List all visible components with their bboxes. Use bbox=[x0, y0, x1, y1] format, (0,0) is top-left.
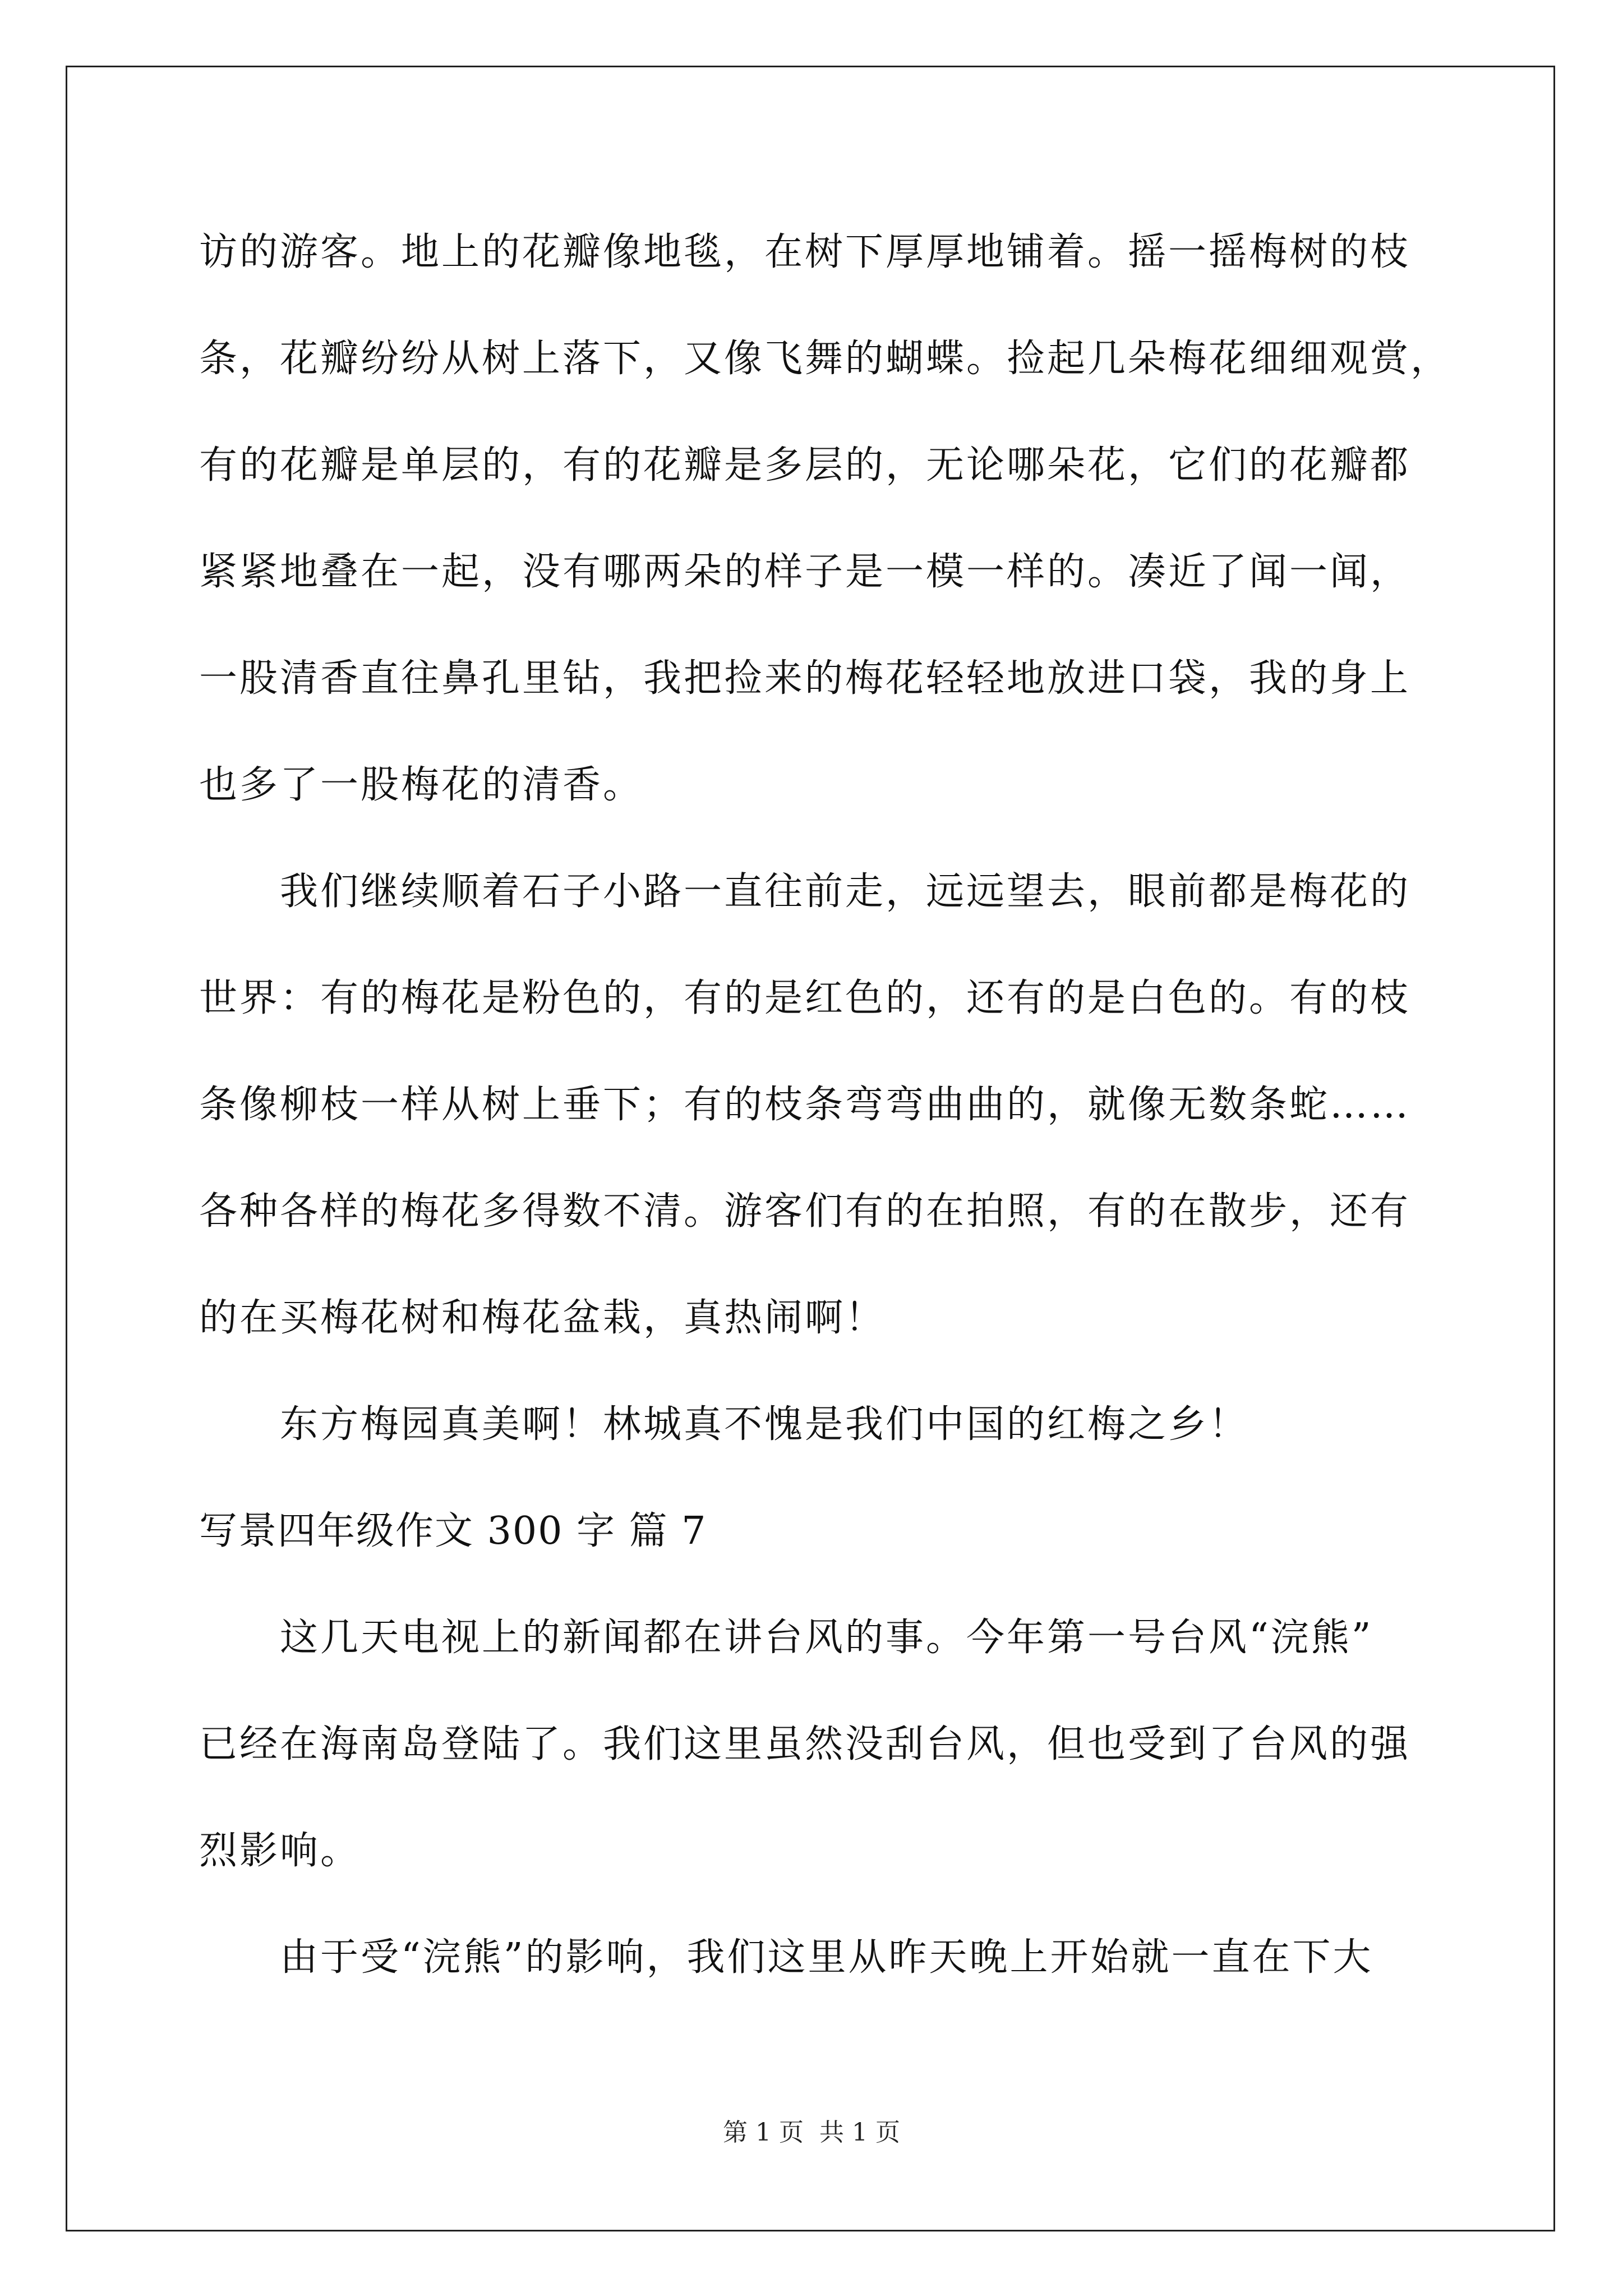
page-border bbox=[66, 66, 1555, 2231]
body-line: 条像柳枝一样从树上垂下；有的枝条弯弯曲曲的，就像无数条蛇…… bbox=[199, 1083, 1411, 1127]
page-total: 共 1 页 bbox=[819, 2118, 900, 2147]
page-footer bbox=[0, 2118, 1623, 2147]
body-line: 这几天电视上的新闻都在讲台风的事。今年第一号台风“浣熊” bbox=[199, 1616, 1373, 1660]
body-line: 有的花瓣是单层的，有的花瓣是多层的，无论哪朵花，它们的花瓣都 bbox=[199, 443, 1411, 487]
body-line: 世界：有的梅花是粉色的，有的是红色的，还有的是白色的。有的枝 bbox=[199, 976, 1411, 1020]
body-line: 也多了一股梅花的清香。 bbox=[199, 763, 644, 807]
body-line: 一股清香直往鼻孔里钻，我把捡来的梅花轻轻地放进口袋，我的身上 bbox=[199, 656, 1411, 701]
body-line: 各种各样的梅花多得数不清。游客们有的在拍照，有的在散步，还有 bbox=[199, 1189, 1411, 1234]
body-line: 我们继续顺着石子小路一直往前走，远远望去，眼前都是梅花的 bbox=[199, 869, 1411, 914]
body-line: 条，花瓣纷纷从树上落下，又像飞舞的蝴蝶。捡起几朵梅花细细观赏， bbox=[199, 337, 1451, 381]
body-line: 访的游客。地上的花瓣像地毯，在树下厚厚地铺着。摇一摇梅树的枝 bbox=[199, 230, 1411, 274]
page-number: 第 1 页 bbox=[723, 2118, 804, 2147]
body-line: 东方梅园真美啊！林城真不愧是我们中国的红梅之乡！ bbox=[199, 1402, 1249, 1447]
body-line: 已经在海南岛登陆了。我们这里虽然没刮台风，但也受到了台风的强 bbox=[199, 1722, 1411, 1766]
body-line: 紧紧地叠在一起，没有哪两朵的样子是一模一样的。凑近了闻一闻， bbox=[199, 550, 1411, 594]
section-heading: 写景四年级作文 300 字 篇 7 bbox=[199, 1509, 707, 1553]
body-line: 由于受“浣熊”的影响，我们这里从昨天晚上开始就一直在下大 bbox=[199, 1935, 1373, 1980]
body-line: 的在买梅花树和梅花盆栽，真热闹啊！ bbox=[199, 1296, 886, 1340]
body-line: 烈影响。 bbox=[199, 1829, 361, 1873]
